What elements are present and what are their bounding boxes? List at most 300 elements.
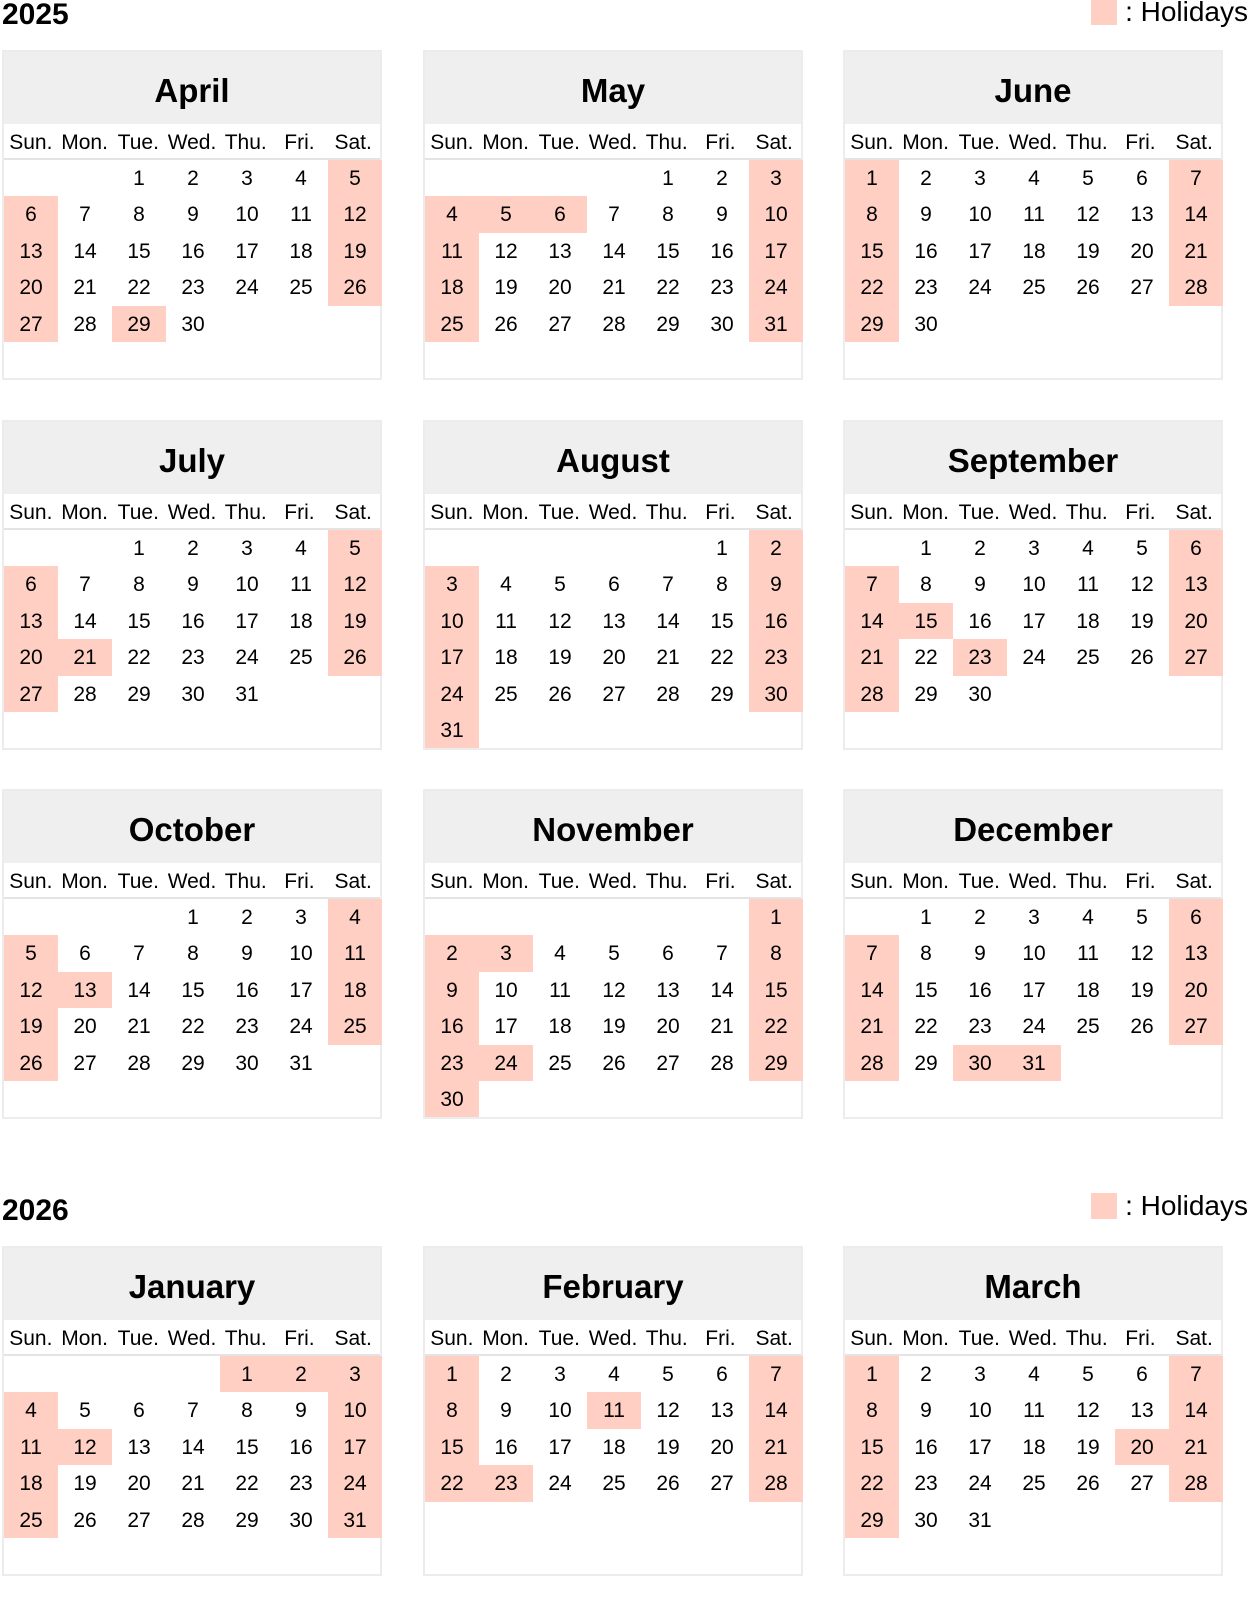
day-cell: 7: [716, 942, 728, 966]
month-november: [423, 789, 803, 1119]
day-cell: 7: [608, 203, 620, 227]
weekday-label: Fri.: [1125, 1327, 1156, 1350]
day-cell: 17: [494, 1015, 518, 1039]
month-title: September: [845, 422, 1221, 494]
day-cell: 9: [500, 1399, 512, 1423]
holiday-day: 22: [425, 1465, 479, 1501]
weekday-label: Tue.: [538, 870, 580, 893]
empty-cell: [58, 530, 112, 566]
day-cell: 5: [608, 942, 620, 966]
empty-cell: [587, 530, 641, 566]
weekday-label: Sun.: [430, 1327, 474, 1350]
weekday-label: Sun.: [430, 501, 474, 524]
holiday-day: 11: [587, 1392, 641, 1428]
empty-cell: [533, 160, 587, 196]
holiday-day: 4: [328, 899, 382, 935]
day-cell: 30: [710, 312, 734, 336]
weekday-label: Sun.: [9, 501, 53, 524]
weekday-label: Mon.: [61, 131, 108, 154]
day-cell: 30: [968, 682, 992, 706]
holiday-day: 27: [4, 676, 58, 712]
day-cell: 3: [1028, 537, 1040, 560]
holiday-day: 19: [328, 233, 382, 269]
weekday-label: Wed.: [1008, 501, 1058, 524]
day-cell: 4: [1028, 1363, 1040, 1386]
day-cell: 1: [920, 906, 932, 929]
weekday-label: Wed.: [588, 131, 638, 154]
weekday-label: Sat.: [334, 131, 372, 154]
day-cell: 23: [914, 276, 938, 300]
empty-cell: [587, 160, 641, 196]
year-label: 2026: [2, 1194, 69, 1227]
holiday-day: 23: [749, 639, 803, 675]
holiday-day: 3: [749, 160, 803, 196]
holiday-day: 23: [425, 1045, 479, 1081]
holiday-day: 21: [58, 639, 112, 675]
day-cell: 27: [656, 1051, 680, 1075]
weekday-label: Sun.: [9, 1327, 53, 1350]
weekday-label: Mon.: [61, 501, 108, 524]
weekday-label: Thu.: [224, 870, 267, 893]
day-cell: 20: [710, 1435, 734, 1459]
day-cell: 18: [1076, 609, 1100, 633]
weekday-label: Tue.: [958, 1327, 1000, 1350]
empty-cell: [533, 899, 587, 935]
weekday-header: [425, 863, 801, 899]
day-cell: 9: [920, 1399, 932, 1423]
day-cell: 18: [494, 646, 518, 670]
month-title: February: [425, 1248, 801, 1320]
day-cell: 27: [1130, 1472, 1154, 1496]
holiday-day: 16: [749, 603, 803, 639]
weekday-label: Wed.: [1008, 1327, 1058, 1350]
day-cell: 9: [187, 573, 199, 597]
day-cell: 25: [602, 1472, 626, 1496]
weekday-label: Fri.: [705, 1327, 736, 1350]
day-cell: 28: [656, 682, 680, 706]
day-cell: 11: [290, 573, 312, 597]
empty-cell: [425, 160, 479, 196]
holiday-day: 1: [845, 160, 899, 196]
day-cell: 8: [133, 573, 145, 597]
weekday-label: Tue.: [538, 131, 580, 154]
holiday-day: 10: [749, 196, 803, 232]
day-cell: 22: [181, 1015, 205, 1039]
holiday-day: 12: [328, 196, 382, 232]
day-cell: 10: [289, 942, 313, 966]
day-cell: 24: [548, 1472, 572, 1496]
holiday-day: 6: [4, 196, 58, 232]
month-title: October: [4, 791, 380, 863]
day-cell: 8: [241, 1399, 253, 1423]
day-cell: 15: [656, 239, 680, 263]
weekday-label: Fri.: [705, 501, 736, 524]
month-april: [2, 50, 382, 380]
empty-cell: [845, 899, 899, 935]
day-cell: 28: [73, 682, 97, 706]
day-cell: 19: [1076, 1435, 1100, 1459]
day-cell: 14: [181, 1435, 205, 1459]
day-cell: 14: [710, 978, 734, 1002]
holiday-day: 2: [425, 935, 479, 971]
day-cell: 30: [181, 682, 205, 706]
holiday-legend: [1091, 1190, 1248, 1222]
day-cell: 15: [127, 609, 151, 633]
month-may: [423, 50, 803, 380]
weekday-label: Wed.: [167, 131, 217, 154]
day-cell: 28: [127, 1051, 151, 1075]
weekday-label: Wed.: [588, 501, 638, 524]
day-grid: [4, 899, 380, 1081]
weekday-label: Thu.: [1065, 501, 1108, 524]
holiday-day: 12: [4, 972, 58, 1008]
day-cell: 22: [656, 276, 680, 300]
day-cell: 14: [73, 239, 97, 263]
day-cell: 8: [187, 942, 199, 966]
holiday-day: 13: [4, 603, 58, 639]
empty-cell: [4, 160, 58, 196]
weekday-label: Mon.: [902, 1327, 949, 1350]
day-cell: 1: [920, 537, 932, 560]
day-cell: 20: [127, 1472, 151, 1496]
day-cell: 4: [1028, 167, 1040, 190]
holiday-day: 20: [1169, 972, 1223, 1008]
month-january: [2, 1246, 382, 1576]
day-cell: 26: [494, 312, 518, 336]
weekday-header: [845, 863, 1221, 899]
month-title: January: [4, 1248, 380, 1320]
day-cell: 13: [548, 239, 572, 263]
day-cell: 1: [187, 906, 199, 929]
day-cell: 24: [1022, 1015, 1046, 1039]
weekday-label: Tue.: [117, 131, 159, 154]
month-september: [843, 420, 1223, 750]
weekday-header: [845, 494, 1221, 530]
weekday-label: Mon.: [61, 870, 108, 893]
day-cell: 4: [500, 573, 512, 597]
day-cell: 17: [235, 239, 259, 263]
day-cell: 13: [1130, 1399, 1154, 1423]
holiday-day: 11: [4, 1429, 58, 1465]
weekday-label: Mon.: [61, 1327, 108, 1350]
holiday-day: 25: [425, 306, 479, 342]
holiday-day: 2: [749, 530, 803, 566]
day-cell: 26: [73, 1508, 97, 1532]
day-cell: 11: [495, 609, 517, 633]
holiday-day: 14: [1169, 1392, 1223, 1428]
month-february: [423, 1246, 803, 1576]
day-cell: 24: [1022, 646, 1046, 670]
day-cell: 27: [127, 1508, 151, 1532]
day-cell: 5: [79, 1399, 91, 1423]
day-cell: 17: [548, 1435, 572, 1459]
holiday-day: 15: [749, 972, 803, 1008]
month-march: [843, 1246, 1223, 1576]
day-cell: 9: [241, 942, 253, 966]
day-cell: 22: [914, 1015, 938, 1039]
day-grid: [425, 530, 801, 748]
holiday-day: 8: [425, 1392, 479, 1428]
weekday-label: Sat.: [755, 131, 793, 154]
day-cell: 16: [710, 239, 734, 263]
holiday-day: 1: [425, 1356, 479, 1392]
holiday-day: 27: [1169, 1008, 1223, 1044]
holiday-day: 22: [845, 1465, 899, 1501]
weekday-label: Sun.: [9, 870, 53, 893]
day-cell: 2: [974, 537, 986, 560]
holiday-day: 31: [1007, 1045, 1061, 1081]
holiday-day: 18: [425, 269, 479, 305]
day-cell: 19: [1076, 239, 1100, 263]
day-cell: 11: [290, 203, 312, 227]
day-cell: 19: [602, 1015, 626, 1039]
month-title: November: [425, 791, 801, 863]
day-cell: 2: [187, 537, 199, 560]
day-cell: 27: [1130, 276, 1154, 300]
day-cell: 2: [920, 167, 932, 190]
holiday-day: 10: [328, 1392, 382, 1428]
day-cell: 17: [968, 239, 992, 263]
day-cell: 16: [968, 978, 992, 1002]
holiday-day: 9: [425, 972, 479, 1008]
holiday-day: 25: [4, 1502, 58, 1538]
day-grid: [425, 160, 801, 342]
holiday-day: 11: [425, 233, 479, 269]
weekday-label: Mon.: [482, 1327, 529, 1350]
day-cell: 13: [710, 1399, 734, 1423]
day-cell: 3: [554, 1363, 566, 1386]
holiday-legend: [1091, 0, 1248, 28]
holiday-day: 28: [749, 1465, 803, 1501]
day-cell: 6: [662, 942, 674, 966]
month-title: April: [4, 52, 380, 124]
weekday-label: Thu.: [224, 1327, 267, 1350]
day-cell: 9: [295, 1399, 307, 1423]
day-cell: 1: [133, 167, 145, 190]
month-december: [843, 789, 1223, 1119]
day-cell: 4: [608, 1363, 620, 1386]
holiday-day: 15: [425, 1429, 479, 1465]
holiday-day: 21: [1169, 233, 1223, 269]
day-cell: 25: [548, 1051, 572, 1075]
day-cell: 6: [79, 942, 91, 966]
holiday-day: 14: [845, 603, 899, 639]
day-cell: 18: [1076, 978, 1100, 1002]
day-cell: 5: [1082, 1363, 1094, 1386]
holiday-day: 3: [328, 1356, 382, 1392]
empty-cell: [4, 1356, 58, 1392]
day-cell: 29: [710, 682, 734, 706]
empty-cell: [4, 899, 58, 935]
holiday-day: 13: [1169, 935, 1223, 971]
day-cell: 2: [241, 906, 253, 929]
weekday-label: Sun.: [850, 870, 894, 893]
day-cell: 21: [73, 276, 97, 300]
holiday-day: 24: [749, 269, 803, 305]
day-grid: [845, 530, 1221, 712]
day-cell: 18: [289, 609, 313, 633]
weekday-header: [4, 1320, 380, 1356]
weekday-label: Sun.: [9, 131, 53, 154]
holiday-day: 5: [479, 196, 533, 232]
day-cell: 20: [1130, 239, 1154, 263]
day-cell: 30: [914, 312, 938, 336]
day-cell: 6: [716, 1363, 728, 1386]
weekday-header: [425, 124, 801, 160]
holiday-day: 22: [845, 269, 899, 305]
holiday-day: 20: [4, 639, 58, 675]
holiday-day: 7: [845, 566, 899, 602]
day-cell: 21: [602, 276, 626, 300]
holiday-day: 4: [4, 1392, 58, 1428]
holiday-day: 30: [425, 1081, 479, 1117]
legend-label: : Holidays: [1125, 0, 1248, 27]
day-cell: 27: [710, 1472, 734, 1496]
day-grid: [845, 899, 1221, 1081]
holiday-day: 6: [1169, 530, 1223, 566]
weekday-header: [4, 124, 380, 160]
empty-cell: [58, 160, 112, 196]
holiday-day: 21: [845, 1008, 899, 1044]
weekday-label: Thu.: [224, 131, 267, 154]
holiday-day: 27: [4, 306, 58, 342]
day-cell: 7: [79, 203, 91, 227]
day-cell: 8: [133, 203, 145, 227]
day-cell: 6: [608, 573, 620, 597]
day-cell: 23: [710, 276, 734, 300]
weekday-label: Sun.: [430, 870, 474, 893]
year-label: 2025: [2, 0, 69, 31]
holiday-day: 30: [749, 676, 803, 712]
day-cell: 29: [914, 1051, 938, 1075]
day-cell: 2: [920, 1363, 932, 1386]
holiday-day: 21: [845, 639, 899, 675]
holiday-day: 28: [845, 1045, 899, 1081]
day-cell: 13: [127, 1435, 151, 1459]
day-cell: 17: [289, 978, 313, 1002]
weekday-label: Fri.: [284, 1327, 315, 1350]
month-title: June: [845, 52, 1221, 124]
weekday-label: Wed.: [1008, 131, 1058, 154]
empty-cell: [112, 899, 166, 935]
weekday-label: Sat.: [1175, 1327, 1213, 1350]
day-cell: 16: [181, 609, 205, 633]
day-cell: 3: [295, 906, 307, 929]
holiday-day: 18: [328, 972, 382, 1008]
day-cell: 10: [1022, 942, 1046, 966]
day-cell: 2: [187, 167, 199, 190]
day-cell: 10: [968, 1399, 992, 1423]
holiday-day: 28: [1169, 1465, 1223, 1501]
holiday-day: 17: [328, 1429, 382, 1465]
day-cell: 22: [235, 1472, 259, 1496]
day-cell: 23: [181, 646, 205, 670]
day-cell: 12: [1076, 1399, 1100, 1423]
holiday-day: 11: [328, 935, 382, 971]
day-grid: [425, 1356, 801, 1502]
weekday-label: Sat.: [755, 501, 793, 524]
day-cell: 12: [1130, 573, 1154, 597]
day-cell: 21: [656, 646, 680, 670]
weekday-label: Sun.: [850, 1327, 894, 1350]
empty-cell: [479, 160, 533, 196]
day-cell: 29: [235, 1508, 259, 1532]
day-cell: 27: [548, 312, 572, 336]
holiday-day: 21: [749, 1429, 803, 1465]
holiday-swatch: [1091, 0, 1117, 25]
day-cell: 29: [181, 1051, 205, 1075]
weekday-label: Tue.: [958, 501, 1000, 524]
holiday-day: 29: [845, 1502, 899, 1538]
day-cell: 16: [914, 1435, 938, 1459]
month-title: August: [425, 422, 801, 494]
weekday-header: [4, 494, 380, 530]
holiday-day: 7: [1169, 160, 1223, 196]
day-cell: 23: [968, 1015, 992, 1039]
day-cell: 31: [968, 1508, 992, 1532]
holiday-day: 17: [425, 639, 479, 675]
day-cell: 20: [73, 1015, 97, 1039]
day-cell: 15: [710, 609, 734, 633]
weekday-label: Fri.: [1125, 131, 1156, 154]
day-grid: [425, 899, 801, 1117]
holiday-day: 13: [1169, 566, 1223, 602]
day-cell: 24: [289, 1015, 313, 1039]
month-july: [2, 420, 382, 750]
day-cell: 2: [716, 167, 728, 190]
holiday-day: 1: [749, 899, 803, 935]
weekday-header: [4, 863, 380, 899]
day-cell: 15: [181, 978, 205, 1002]
holiday-day: 20: [1169, 603, 1223, 639]
day-cell: 30: [181, 312, 205, 336]
day-grid: [845, 1356, 1221, 1538]
day-cell: 24: [968, 276, 992, 300]
weekday-label: Wed.: [167, 501, 217, 524]
day-cell: 22: [710, 646, 734, 670]
day-cell: 3: [974, 1363, 986, 1386]
holiday-day: 12: [58, 1429, 112, 1465]
day-cell: 7: [133, 942, 145, 966]
day-cell: 6: [133, 1399, 145, 1423]
holiday-day: 20: [4, 269, 58, 305]
holiday-day: 22: [749, 1008, 803, 1044]
day-cell: 20: [602, 646, 626, 670]
day-cell: 5: [1136, 537, 1148, 560]
day-cell: 16: [914, 239, 938, 263]
day-cell: 4: [295, 167, 307, 190]
weekday-label: Sat.: [755, 870, 793, 893]
day-cell: 10: [235, 573, 259, 597]
day-cell: 3: [241, 167, 253, 190]
day-cell: 26: [1076, 1472, 1100, 1496]
weekday-label: Thu.: [645, 1327, 688, 1350]
day-cell: 25: [1022, 1472, 1046, 1496]
day-cell: 24: [235, 646, 259, 670]
day-cell: 24: [235, 276, 259, 300]
weekday-label: Sat.: [1175, 131, 1213, 154]
month-august: [423, 420, 803, 750]
day-cell: 22: [914, 646, 938, 670]
day-cell: 25: [289, 276, 313, 300]
day-cell: 26: [602, 1051, 626, 1075]
holiday-day: 15: [845, 233, 899, 269]
holiday-day: 24: [425, 676, 479, 712]
day-cell: 25: [1076, 1015, 1100, 1039]
weekday-label: Fri.: [284, 131, 315, 154]
empty-cell: [4, 530, 58, 566]
holiday-day: 5: [328, 160, 382, 196]
